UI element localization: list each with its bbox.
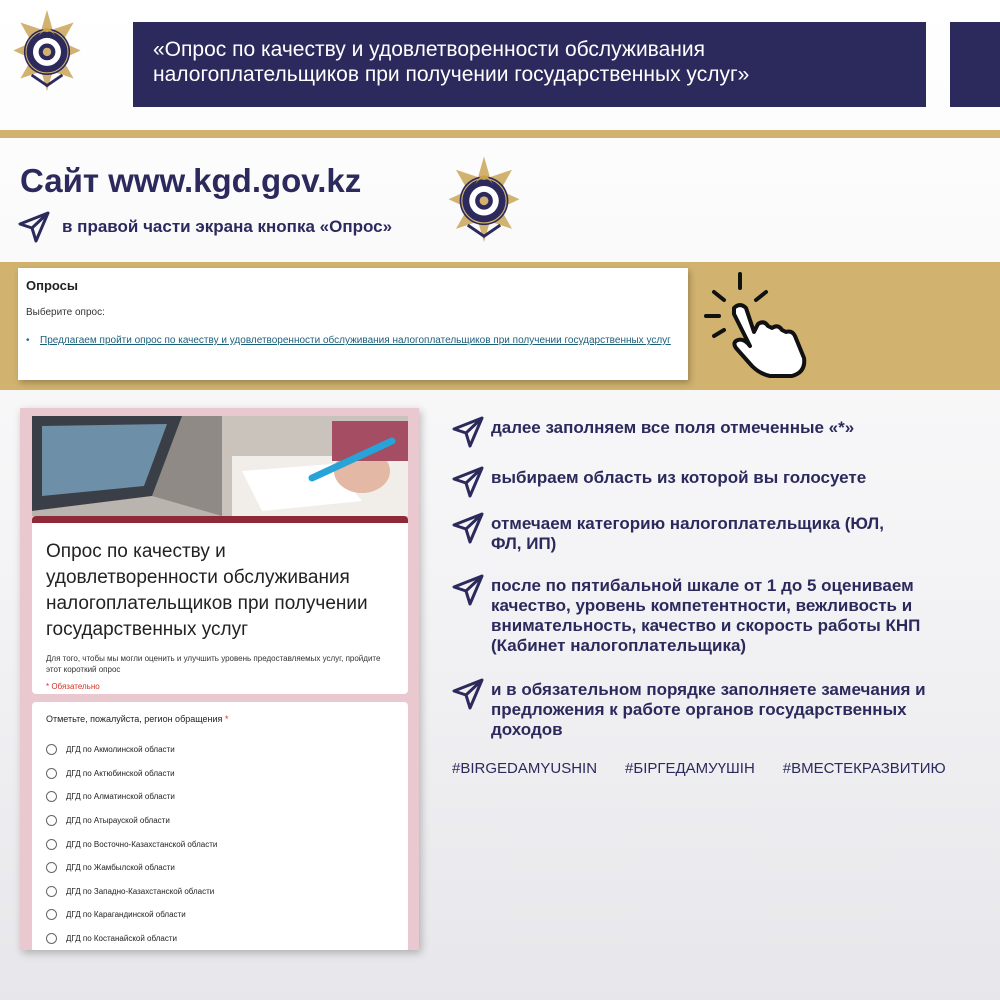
- form-description: Для того, чтобы мы могли оценить и улучшить уровень предоставляемых услуг, пройдите этот короткий опрос: [46, 654, 381, 674]
- radio-button[interactable]: [46, 839, 57, 850]
- hashtag: #BIRGEDAMYUSHIN: [452, 760, 598, 777]
- radio-button[interactable]: [46, 933, 57, 944]
- radio-option[interactable]: [46, 762, 394, 786]
- google-form-screenshot: [20, 408, 419, 950]
- instruction-text: отмечаем категорию налогоплательщика (ЮЛ, ФЛ, ИП): [491, 514, 884, 553]
- instruction-text: после по пятибальной шкале от 1 до 5 оцениваем качество, уровень компетентности, вежливость и внимательность, качество и скорость работы КНП (Кабинет налогоплательщика): [491, 576, 921, 655]
- polls-panel: [18, 268, 688, 380]
- laptop-banner-image: [32, 416, 408, 516]
- radio-option[interactable]: [46, 809, 394, 833]
- required-star: *: [224, 714, 229, 724]
- navigation-arrow-icon: [452, 512, 484, 544]
- hashtags: [452, 760, 992, 777]
- kgd-emblem-icon: [438, 155, 530, 251]
- radio-button[interactable]: [46, 886, 57, 897]
- radio-option[interactable]: [46, 785, 394, 809]
- question-text: Отметьте, пожалуйста, регион обращения: [46, 714, 223, 724]
- radio-option[interactable]: [46, 927, 394, 950]
- option-label: ДГД по Актюбинской области: [66, 768, 175, 778]
- instruction-step: [452, 416, 992, 448]
- header-accent-block: [950, 22, 1000, 107]
- navigation-arrow-icon: [452, 416, 484, 448]
- instruction-step: [452, 512, 992, 554]
- list-bullet: •: [26, 335, 30, 346]
- poll-list-item: [26, 333, 680, 348]
- radio-option[interactable]: [46, 880, 394, 904]
- form-title: Опрос по качеству и удовлетворенности обслуживания налогоплательщиков при получении государственных услуг: [46, 541, 368, 640]
- option-label: ДГД по Карагандинской области: [66, 910, 186, 920]
- page-title-line-2: налогоплательщиков при получении государственных услуг»: [153, 63, 750, 86]
- hashtag: #ВМЕСТЕКРАЗВИТИЮ: [782, 760, 946, 777]
- radio-button[interactable]: [46, 791, 57, 802]
- radio-option[interactable]: [46, 903, 394, 927]
- site-title: Сайт www.kgd.gov.kz: [20, 162, 362, 199]
- instruction-text: и в обязательном порядке заполняете замечания и предложения к работе органов государственных доходов: [491, 680, 926, 739]
- radio-button[interactable]: [46, 744, 57, 755]
- region-options: [46, 738, 394, 950]
- navigation-arrow-icon: [452, 678, 484, 710]
- page-title-line-1: «Опрос по качеству и удовлетворенности обслуживания: [153, 38, 705, 61]
- question-title: [46, 714, 394, 724]
- pointing-hand-click-icon: [702, 272, 812, 378]
- radio-button[interactable]: [46, 768, 57, 779]
- option-label: ДГД по Западно-Казахстанской области: [66, 886, 215, 896]
- site-hint: в правой части экрана кнопка «Опрос»: [62, 217, 393, 236]
- instruction-step: [452, 678, 992, 740]
- required-note: * Обязательно: [46, 682, 100, 691]
- polls-choose-label: Выберите опрос:: [26, 307, 105, 318]
- radio-button[interactable]: [46, 862, 57, 873]
- poll-survey-link[interactable]: Предлагаем пройти опрос по качеству и удовлетворенности обслуживания налогоплательщиков при получении государственных услуг: [40, 335, 671, 346]
- radio-button[interactable]: [46, 815, 57, 826]
- kgd-emblem-icon: [12, 8, 82, 100]
- form-header-card: [32, 516, 408, 694]
- instruction-text: далее заполняем все поля отмеченные «*»: [491, 418, 855, 437]
- polls-title: Опросы: [26, 278, 79, 293]
- radio-option[interactable]: [46, 832, 394, 856]
- navigation-arrow-icon: [452, 466, 484, 498]
- radio-option[interactable]: [46, 856, 394, 880]
- instruction-step: [452, 574, 992, 656]
- option-label: ДГД по Алматинской области: [66, 792, 175, 802]
- option-label: ДГД по Атырауской области: [66, 816, 170, 826]
- navigation-arrow-icon: [18, 211, 50, 243]
- option-label: ДГД по Костанайской области: [66, 934, 177, 944]
- hashtag: #БІРГЕДАМУҮШІН: [625, 760, 755, 777]
- option-label: ДГД по Акмолинской области: [66, 745, 175, 755]
- page-title: [133, 22, 926, 107]
- region-question-card: [32, 702, 408, 950]
- instruction-text: выбираем область из которой вы голосуете: [491, 468, 867, 487]
- gold-divider: [0, 130, 1000, 138]
- radio-option[interactable]: [46, 738, 394, 762]
- navigation-arrow-icon: [452, 574, 484, 606]
- radio-button[interactable]: [46, 909, 57, 920]
- option-label: ДГД по Жамбылской области: [66, 863, 175, 873]
- instruction-step: [452, 466, 992, 498]
- option-label: ДГД по Восточно-Казахстанской области: [66, 839, 218, 849]
